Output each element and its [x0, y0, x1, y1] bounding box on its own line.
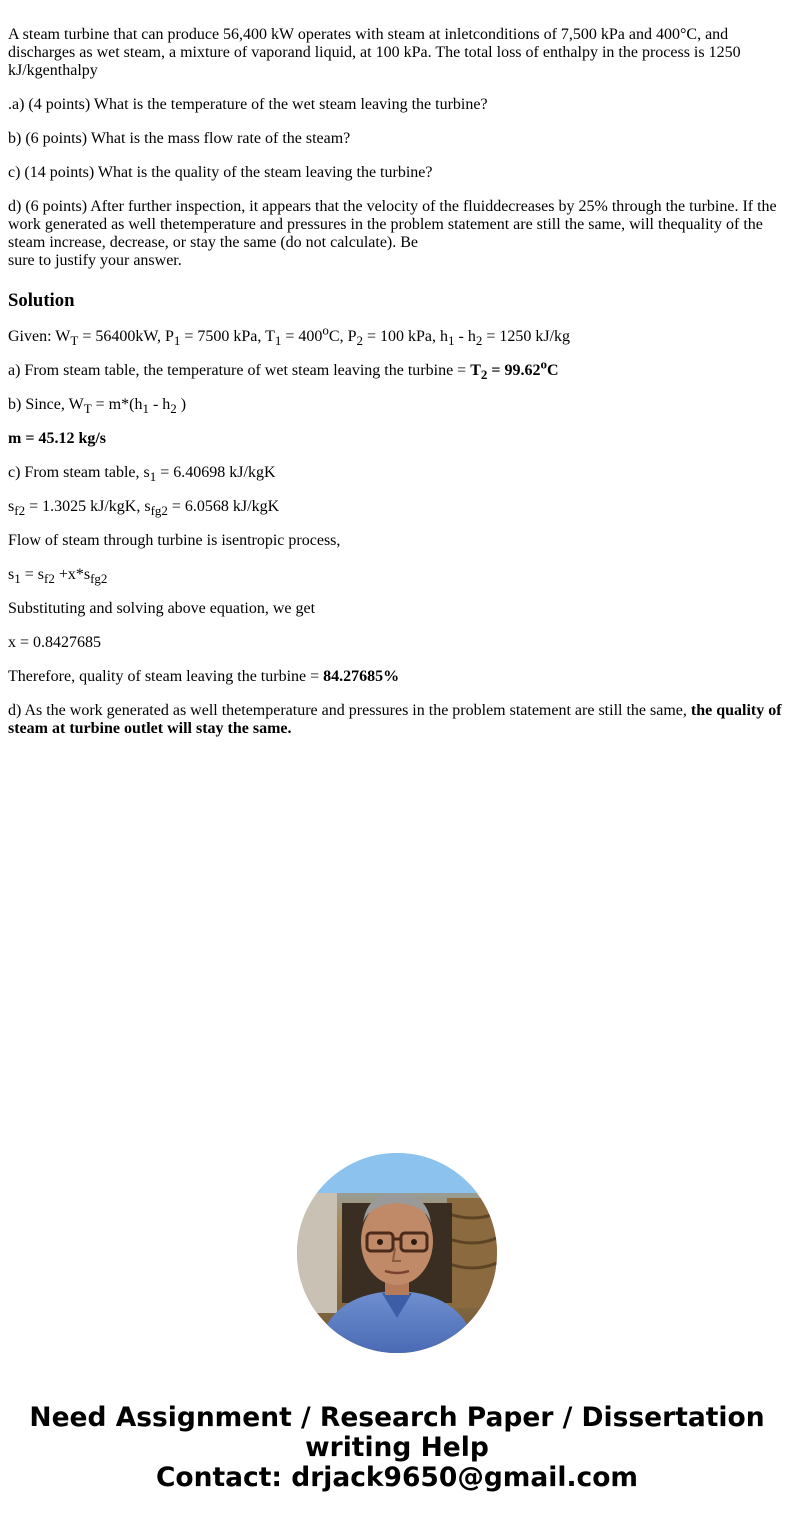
question-part-a: .a) (4 points) What is the temperature of the wet steam leaving the turbine? — [8, 96, 488, 113]
document-body — [8, 26, 786, 754]
solution-a — [8, 356, 786, 383]
equation-sub: 1 — [142, 401, 149, 417]
quality-text: Therefore, quality of steam leaving the turbine = — [8, 668, 324, 685]
given-sub: 2 — [356, 333, 363, 349]
solution-heading: Solution — [8, 290, 75, 311]
solution-c-line-6: x = 0.8427685 — [8, 634, 102, 651]
solution-c-line-4 — [8, 566, 786, 587]
equation-text: c) From steam table, s — [8, 464, 150, 481]
given-text: = 56400kW, P — [78, 328, 174, 345]
footer-line-2: writing Help — [305, 1432, 489, 1463]
equation-sub: T — [83, 401, 92, 417]
given-text: - h — [454, 328, 476, 345]
equation-text: s — [8, 566, 15, 583]
solution-a-answer — [470, 356, 559, 383]
equation-sub: 1 — [149, 469, 157, 485]
solution-d-answer: the quality of steam at turbine outlet will stay the same. — [8, 702, 782, 737]
question-part-d-end: sure to justify your answer. — [8, 252, 182, 269]
solution-c-line-1 — [8, 464, 786, 485]
question-part-c: c) (14 points) What is the quality of the steam leaving the turbine? — [8, 164, 433, 181]
equation-text: = s — [20, 566, 44, 583]
equation-sub: 1 — [14, 571, 21, 587]
solution-b-equation — [8, 396, 786, 417]
equation-text: = 6.0568 kJ/kgK — [167, 498, 280, 515]
author-avatar — [297, 1153, 497, 1353]
equation-text: b) Since, W — [8, 396, 84, 413]
solution-a-text: a) From steam table, the temperature of wet steam leaving the turbine = — [8, 362, 471, 379]
equation-text: +x*s — [54, 566, 91, 583]
given-text: C, P — [328, 328, 357, 345]
given-line — [8, 322, 786, 349]
quality-answer: 84.27685% — [323, 668, 400, 685]
question-part-d-text: d) (6 points) After further inspection, it appears that the velocity of the fluiddecreases by 25% through the turbine. If the work generated as well thetemperature and pressures in the problem statement are still the same, will thequality of the steam increase, decrease, or stay the same (do not calculate). Be — [8, 198, 777, 251]
solution-c-line-3: Flow of steam through turbine is isentropic process, — [8, 532, 341, 549]
equation-text: ) — [176, 396, 187, 413]
given-text: = 400 — [281, 328, 323, 345]
answer-text: = 99.62 — [487, 362, 541, 379]
given-text: = 1250 kJ/kg — [482, 328, 571, 345]
given-sub: T — [70, 333, 79, 349]
solution-b-result — [8, 430, 786, 448]
equation-text: = 1.3025 kJ/kgK, s — [25, 498, 151, 515]
solution-c-line-5: Substituting and solving above equation, we get — [8, 600, 316, 617]
equation-text: = m*(h — [91, 396, 143, 413]
given-text: = 7500 kPa, T — [180, 328, 275, 345]
solution-c-line-7 — [8, 668, 786, 686]
footer-line-1: Need Assignment / Research Paper / Dissertation — [29, 1402, 765, 1433]
answer-text: T — [470, 362, 481, 379]
given-sub: 1 — [274, 333, 282, 349]
promo-footer — [0, 1403, 794, 1493]
given-text: Given: W — [8, 328, 71, 345]
question-part-b: b) (6 points) What is the mass flow rate of the steam? — [8, 130, 351, 147]
equation-text: = 6.40698 kJ/kgK — [156, 464, 276, 481]
equation-sub: f2 — [43, 571, 55, 587]
equation-text: - h — [148, 396, 171, 413]
solution-d — [8, 702, 786, 738]
mass-flow-answer: m = 45.12 kg/s — [8, 430, 107, 447]
footer-contact: Contact: drjack9650@gmail.com — [155, 1462, 639, 1493]
equation-sub: fg2 — [90, 571, 108, 587]
question-part-d — [8, 198, 786, 270]
answer-text: C — [547, 362, 559, 379]
answer-sub: 2 — [480, 367, 488, 383]
equation-sub: fg2 — [150, 503, 168, 519]
equation-text: s — [8, 498, 15, 515]
given-sub: 2 — [475, 333, 483, 349]
author-portrait — [297, 1153, 497, 1353]
given-text: = 100 kPa, h — [363, 328, 449, 345]
answer-sup: o — [540, 356, 547, 372]
equation-sub: f2 — [14, 503, 26, 519]
solution-d-text: d) As the work generated as well thetemperature and pressures in the problem statement are still the same, — [8, 702, 691, 719]
equation-sub: 2 — [170, 401, 177, 417]
given-sup: o — [322, 322, 329, 338]
solution-c-line-2 — [8, 498, 786, 519]
question-intro: A steam turbine that can produce 56,400 kW operates with steam at inletconditions of 7,500 kPa and 400°C, and discharges as wet steam, a mixture of vaporand liquid, at 100 kPa. The total loss of enthalpy in the process is 1250 kJ/kgenthalpy — [8, 26, 741, 79]
given-sub: 1 — [448, 333, 455, 349]
given-sub: 1 — [173, 333, 181, 349]
